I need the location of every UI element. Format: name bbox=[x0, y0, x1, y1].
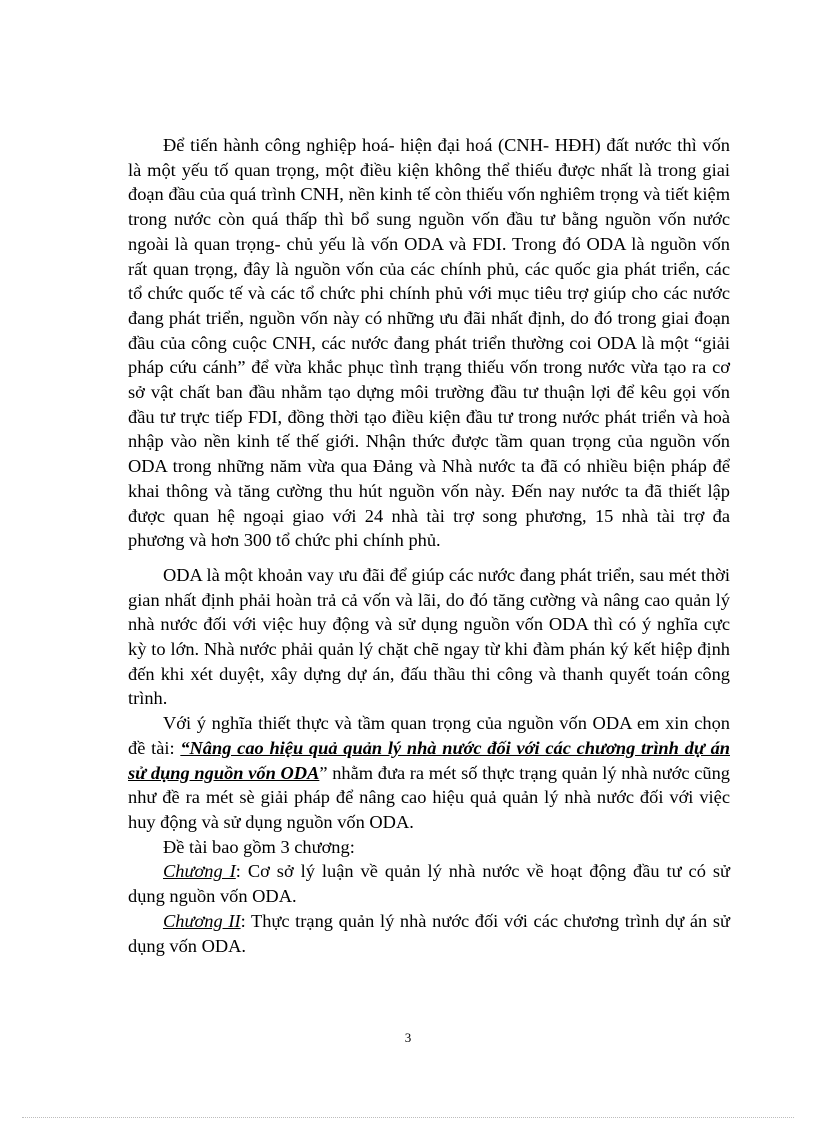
intro-paragraph: Để tiến hành công nghiệp hoá- hiện đại hoá (CNH- HĐH) đất nước thì vốn là một yếu tố quan trọng, một điều kiện không thể thiếu được nhất là trong giai đoạn đầu của quá trình CNH, nền kinh tế còn thiếu vốn nghiêm trọng và tiết kiệm trong nước còn quá thấp thì bổ sung nguồn vốn đầu tư bằng nguồn vốn nước ngoài là quan trọng- chủ yếu là vốn ODA và FDI. Trong đó ODA là nguồn vốn rất quan trọng, đây là nguồn vốn của các chính phủ, các quốc gia phát triển, các tổ chức quốc tế và các tổ chức phi chính phủ với mục tiêu trợ giúp cho các nước đang phát triển, nguồn vốn này có những ưu đãi nhất định, do đó trong giai đoạn đầu của công cuộc CNH, các nước đang phát triển thường coi ODA là một “giải pháp cứu cánh” để vừa khắc phục tình trạng thiếu vốn trong nước vừa tạo ra cơ sở vật chất ban đầu nhằm tạo dựng môi trường đầu tư thuận lợi để kêu gọi vốn đầu tư trực tiếp FDI, đồng thời tạo điều kiện đầu tư trong nước phát triển và hoà nhập vào nền kinh tế thế giới. Nhận thức được tầm quan trọng của nguồn vốn ODA trong những năm vừa qua Đảng và Nhà nước ta đã có nhiều biện pháp để khai thông và tăng cường thu hút nguồn vốn này. Đến nay nước ta đã thiết lập được quan hệ ngoại giao với 24 nhà tài trợ song phương, 15 nhà tài trợ đa phương và hơn 300 tổ chức phi chính phủ. bbox=[128, 135, 730, 551]
topic-lead-text: Với ý nghĩa thiết thực và tầm quan trọng của nguồn vốn ODA em xin chọn đề tài: bbox=[128, 713, 730, 758]
chapter-1-line bbox=[128, 859, 730, 908]
oda-definition-paragraph: ODA là một khoản vay ưu đãi để giúp các nước đang phát triển, sau mét thời gian nhất định phải hoàn trả cả vốn và lãi, do đó tăng cường và nâng cao quản lý nhà nước đối với việc huy động và sử dụng nguồn vốn ODA thì có ý nghĩa cực kỳ to lớn. Nhà nước phải quản lý chặt chẽ ngay từ khi đàm phán ký kết hiệp định đến khi xét duyệt, xây dựng dự án, đấu thầu thi công và thanh quyết toán công trình. bbox=[128, 564, 730, 709]
topic-trailing-text: ” nhằm đưa ra mét số thực trạng quản lý nhà nước cũng như đề ra mét sè giải pháp để nâng cao hiệu quả quản lý nhà nước đối với việc huy động và sử dụng nguồn vốn ODA. bbox=[128, 762, 730, 832]
chapter-2-line bbox=[128, 909, 730, 958]
page-bottom-divider bbox=[22, 1117, 794, 1118]
chapter-1-label: Chương I bbox=[163, 861, 236, 882]
chapter-2-text: : Thực trạng quản lý nhà nước đối với các chương trình dự án sử dụng vốn ODA. bbox=[128, 910, 730, 956]
chapter-1-text: : Cơ sở lý luận về quản lý nhà nước về hoạt động đầu tư có sử dụng nguồn vốn ODA. bbox=[128, 861, 730, 907]
chapter-2-label: Chương II bbox=[163, 910, 241, 931]
chapters-intro: Đề tài bao gồm 3 chương: bbox=[163, 836, 355, 857]
page-number: 3 bbox=[404, 1030, 412, 1045]
body-text bbox=[128, 133, 730, 958]
thesis-title: “Nâng cao hiệu quả quản lý nhà nước đối với các chương trình dự án sử dụng nguồn vốn ODA bbox=[128, 737, 730, 783]
topic-paragraph bbox=[128, 711, 730, 835]
